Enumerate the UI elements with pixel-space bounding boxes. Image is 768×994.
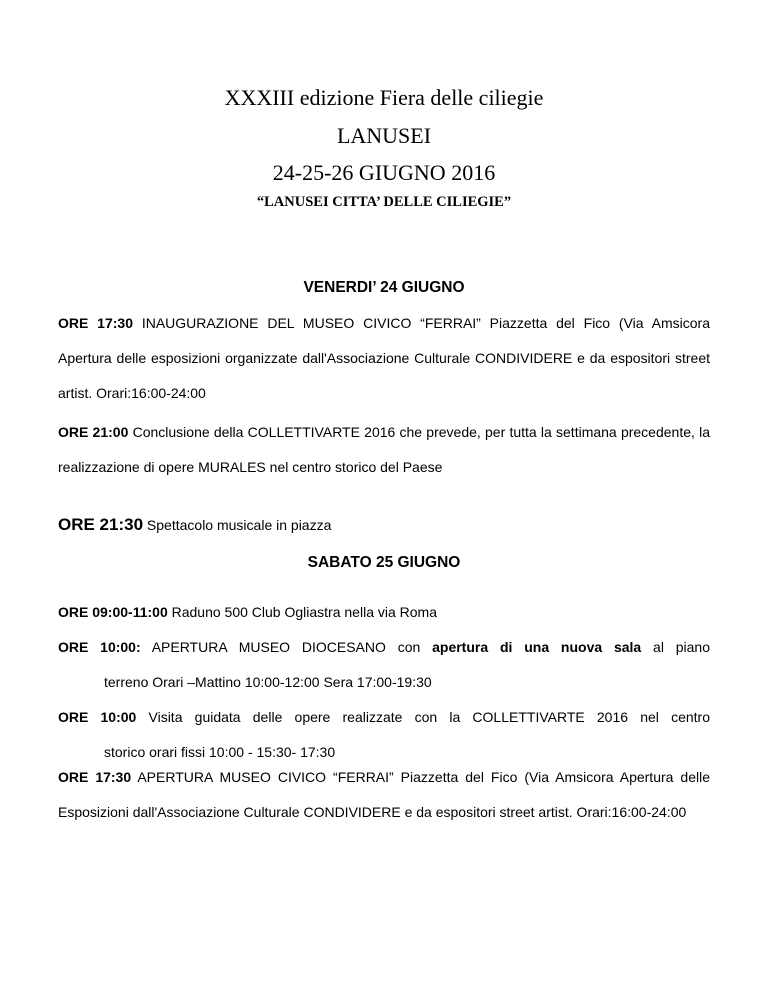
saturday-event-1 (58, 595, 710, 630)
event-text: al piano (641, 639, 711, 655)
event-text: APERTURA MUSEO CIVICO “FERRAI” Piazzetta del Fico (Via Amsicora Apertura delle Esposizioni dall'Associazione Culturale CONDIVIDERE e da espositori street artist. Orari:16:00-24:00 (58, 769, 710, 820)
motto-title: “LANUSEI CITTA’ DELLE CILIEGIE” (256, 194, 512, 210)
edition-title: XXXIII edizione Fiera delle ciliegie (224, 85, 544, 110)
dates-title: 24-25-26 GIUGNO 2016 (272, 160, 496, 185)
event-time: ORE 09:00-11:00 (58, 604, 168, 620)
event-highlight: apertura di una nuova sala (432, 639, 642, 655)
friday-event-1 (58, 306, 710, 411)
event-time: ORE 10:00: (58, 639, 141, 655)
friday-event-2 (58, 415, 710, 485)
event-text: Visita guidata delle opere realizzate con la COLLETTIVARTE 2016 nel centro (136, 709, 710, 725)
event-time: ORE 21:00 (58, 424, 129, 440)
event-time: ORE 17:30 (58, 769, 132, 785)
event-text: INAUGURAZIONE DEL MUSEO CIVICO “FERRAI” Piazzetta del Fico (Via Amsicora Apertura delle esposizioni organizzate dall'Associazione Culturale CONDIVIDERE e da espositori street artist. Orari:16:00-24:00 (58, 315, 710, 401)
saturday-event-2 (58, 630, 710, 700)
event-time: ORE 17:30 (58, 315, 133, 331)
friday-event-3 (58, 507, 710, 543)
event-continuation: storico orari fissi 10:00 - 15:30- 17:30 (104, 744, 336, 760)
saturday-event-4 (58, 760, 710, 830)
event-text: APERTURA MUSEO DIOCESANO con (140, 639, 433, 655)
event-text: Spettacolo musicale in piazza (143, 517, 332, 533)
event-time: ORE 21:30 (58, 515, 144, 534)
friday-heading: VENERDI’ 24 GIUGNO (303, 279, 465, 296)
town-title: LANUSEI (336, 123, 432, 148)
event-continuation: terreno Orari –Mattino 10:00-12:00 Sera 17:00-19:30 (104, 674, 432, 690)
saturday-heading: SABATO 25 GIUGNO (307, 554, 461, 571)
event-text: Raduno 500 Club Ogliastra nella via Roma (167, 604, 437, 620)
event-text: Conclusione della COLLETTIVARTE 2016 che prevede, per tutta la settimana precedente, la realizzazione di opere MURALES nel centro storico del Paese (58, 424, 710, 475)
event-time: ORE 10:00 (58, 709, 137, 725)
